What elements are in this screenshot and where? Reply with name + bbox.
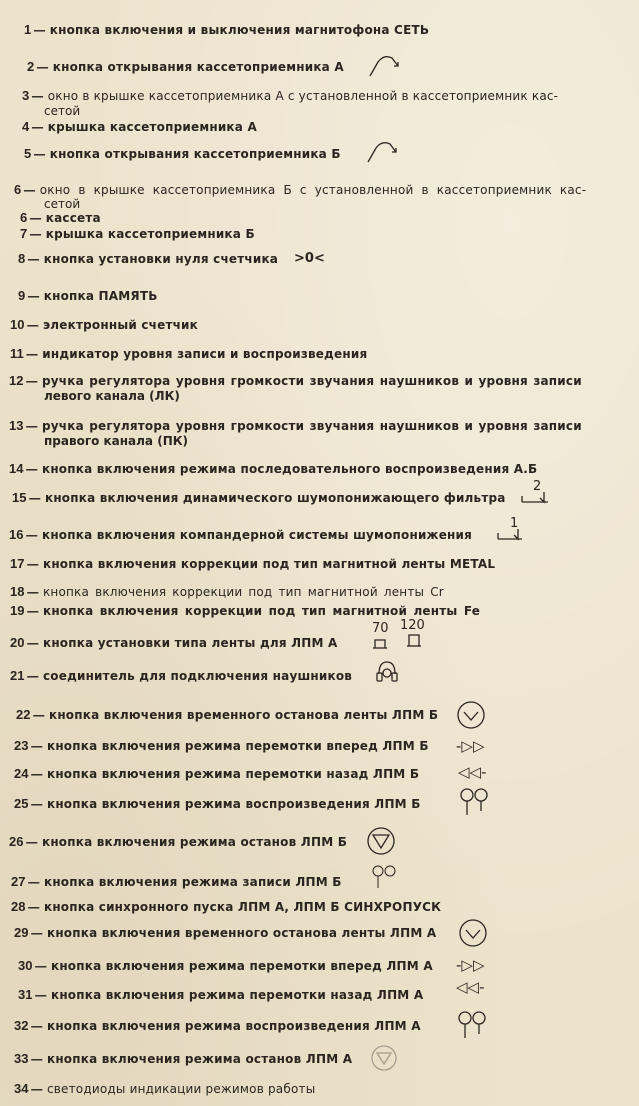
legend-item-1: 1 — кнопка включения и выключения магнитофона СЕТЬ [24,22,430,37]
legend-item-20: 20 — кнопка установки типа ленты для ЛПМ А [10,635,338,650]
filter-symbol-number: 2 [533,479,542,494]
record-reels-icon [370,864,398,890]
tape-type-120-label: 120 [400,618,425,633]
legend-item-12-continuation: левого канала (ЛК) [44,389,180,403]
legend-item-21: 21 — соединитель для подключения наушников [10,668,353,683]
legend-item-2: 2 — кнопка открывания кассетоприемника А [27,59,344,74]
legend-item-33: 33 — кнопка включения режима останов ЛПМ А [14,1051,353,1066]
tape-type-70-label: 70 [372,621,389,636]
legend-item-26: 26 — кнопка включения режима останов ЛПМ Б [9,834,348,849]
legend-item-3: 3 — окно в крышке кассетоприемника А с установленной в кассетоприемник кас- [22,88,559,103]
legend-item-5: 5 — кнопка открывания кассетоприемника Б [24,146,341,161]
legend-item-22: 22 — кнопка включения временного останова ленты ЛПМ Б [16,707,439,722]
legend-item-27: 27 — кнопка включения режима записи ЛПМ Б [11,874,342,889]
legend-item-13: 13 — ручка регулятора уровня громкости звучания наушников и уровня записи [9,418,582,433]
legend-item-29: 29 — кнопка включения временного останова ленты ЛПМ А [14,925,437,940]
legend-item-15: 15 — кнопка включения динамического шумопонижающего фильтра [12,490,506,505]
pause-icon [456,700,486,730]
fast-forward-icon: -▷▷ [456,737,485,755]
legend-item-25: 25 — кнопка включения режима воспроизведения ЛПМ Б [14,796,421,811]
legend-item-6-cassette: 6 — кассета [20,210,101,225]
legend-item-10: 10 — электронный счетчик [10,317,198,332]
pause-icon [458,918,488,948]
legend-item-6: 6 — окно в крышке кассетоприемника Б с установленной в кассетоприемник кас- [14,182,587,197]
rewind-icon: ◁◁- [456,978,485,996]
legend-item-19: 19 — кнопка включения коррекции под тип магнитной ленты Fe [10,603,481,618]
eject-lever-icon [366,138,400,164]
play-reels-icon [458,787,490,817]
legend-item-3-continuation: сетой [44,104,81,118]
legend-item-16: 16 — кнопка включения компандерной системы шумопонижения [9,527,473,542]
stop-icon [370,1044,398,1072]
tape-type-70-icon [372,637,388,649]
legend-item-11: 11 — индикатор уровня записи и воспроизведения [10,346,368,361]
compander-symbol-number: 1 [510,516,519,531]
legend-item-9: 9 — кнопка ПАМЯТЬ [18,288,158,303]
legend-item-17: 17 — кнопка включения коррекции под тип магнитной ленты METAL [10,556,496,571]
legend-item-12: 12 — ручка регулятора уровня громкости звучания наушников и уровня записи [9,373,582,388]
play-reels-icon [456,1010,488,1040]
legend-item-8: 8 — кнопка установки нуля счетчика [18,251,279,266]
fast-forward-icon: -▷▷ [456,956,485,974]
legend-item-24: 24 — кнопка включения режима перемотки назад ЛПМ Б [14,766,420,781]
legend-item-4: 4 — крышка кассетоприемника А [22,119,257,134]
legend-item-31: 31 — кнопка включения режима перемотки назад ЛПМ А [18,987,424,1002]
legend-item-13-continuation: правого канала (ПК) [44,434,189,448]
legend-item-30: 30 — кнопка включения режима перемотки вперед ЛПМ А [18,958,433,973]
legend-item-6-continuation: сетой [44,197,81,211]
counter-reset-symbol: >0< [294,251,325,266]
rewind-icon: ◁◁- [458,763,487,781]
legend-item-32: 32 — кнопка включения режима воспроизведения ЛПМ А [14,1018,421,1033]
legend-item-34: 34 — светодиоды индикации режимов работы [14,1081,316,1096]
legend-item-18: 18 — кнопка включения коррекции под тип магнитной ленты Cr [10,584,444,599]
legend-item-28: 28 — кнопка синхронного пуска ЛПМ А, ЛПМ Б СИНХРОПУСК [11,899,442,914]
stop-icon [366,826,396,856]
noise-filter-icon [520,488,550,504]
legend-item-14: 14 — кнопка включения режима последовательного воспроизведения А.Б [9,461,538,476]
compander-icon [496,525,524,541]
tape-type-120-icon [406,633,422,647]
legend-item-23: 23 — кнопка включения режима перемотки вперед ЛПМ Б [14,738,429,753]
eject-lever-icon [368,52,402,78]
legend-item-7: 7 — крышка кассетоприемника Б [20,226,255,241]
headphones-icon [375,660,399,686]
